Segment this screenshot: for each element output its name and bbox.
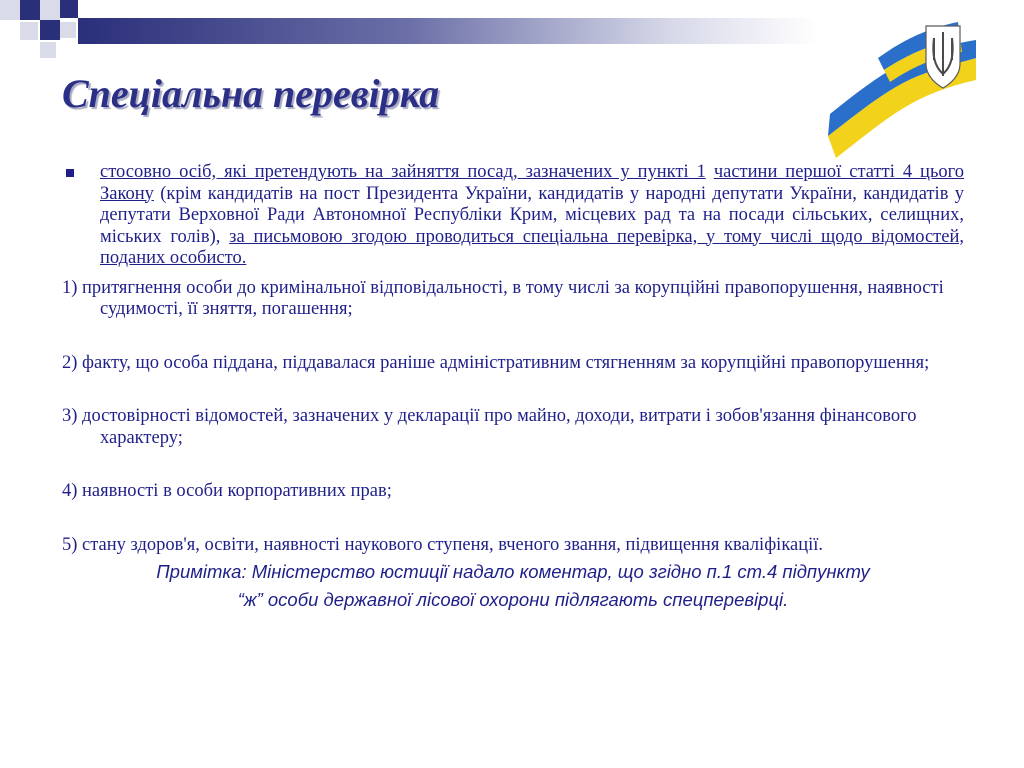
- decor-square: [40, 42, 56, 58]
- decor-square: [20, 22, 38, 40]
- law-link-consent[interactable]: за письмовою згодою проводиться спеціальна перевірка, у тому числі щодо відомостей, поданих особисто.: [100, 226, 964, 268]
- decor-square: [0, 0, 20, 20]
- decor-square: [60, 0, 78, 18]
- law-link-article[interactable]: частини першої статті 4 цього Закону: [100, 162, 965, 204]
- intro-text: (крім кандидатів на пост Президента України, кандидатів у народні депутати України, кандидатів у депутати Верховної Ради Автономної Республіки Крим, місцевих рад та на посади сільських, селищних, міських голів),: [100, 183, 964, 247]
- note-line: “ж” особи державної лісової охорони підлягають спецперевірці.: [237, 589, 789, 610]
- slide-title: Спеціальна перевірка: [62, 71, 440, 116]
- note-line: Примітка: Міністерство юстиції надало коментар, що згідно п.1 ст.4 підпункту: [156, 561, 870, 582]
- note: [62, 558, 964, 614]
- decor-square: [40, 0, 60, 20]
- intro-paragraph: [62, 162, 964, 270]
- decor-square: [40, 20, 60, 40]
- list-item: 2) факту, що особа піддана, піддавалася раніше адміністративним стягненням за корупційні правопорушення;: [62, 352, 930, 373]
- decor-square: [20, 0, 40, 20]
- decor-square: [60, 22, 76, 38]
- law-link-point[interactable]: стосовно осіб, які претендують на зайняття посад, зазначених у пункті 1: [100, 162, 706, 182]
- slide-body: [62, 162, 964, 614]
- list-item: 5) стану здоров'я, освіти, наявності наукового ступеня, вченого звання, підвищення кваліфікації.: [62, 534, 824, 555]
- square-bullet-icon: [66, 169, 74, 177]
- list-item: 4) наявності в особи корпоративних прав;: [62, 481, 392, 501]
- ukraine-flag-icon: [818, 18, 978, 168]
- header-gradient-bar: [78, 18, 818, 44]
- list-item: 3) достовірності відомостей, зазначених у декларації про майно, доходи, витрати і зобов'язання фінансового характеру;: [62, 406, 917, 448]
- list-item: 1) притягнення особи до кримінальної відповідальності, в тому числі за корупційні правопорушення, наявності судимості, її зняття, погашення;: [62, 277, 944, 319]
